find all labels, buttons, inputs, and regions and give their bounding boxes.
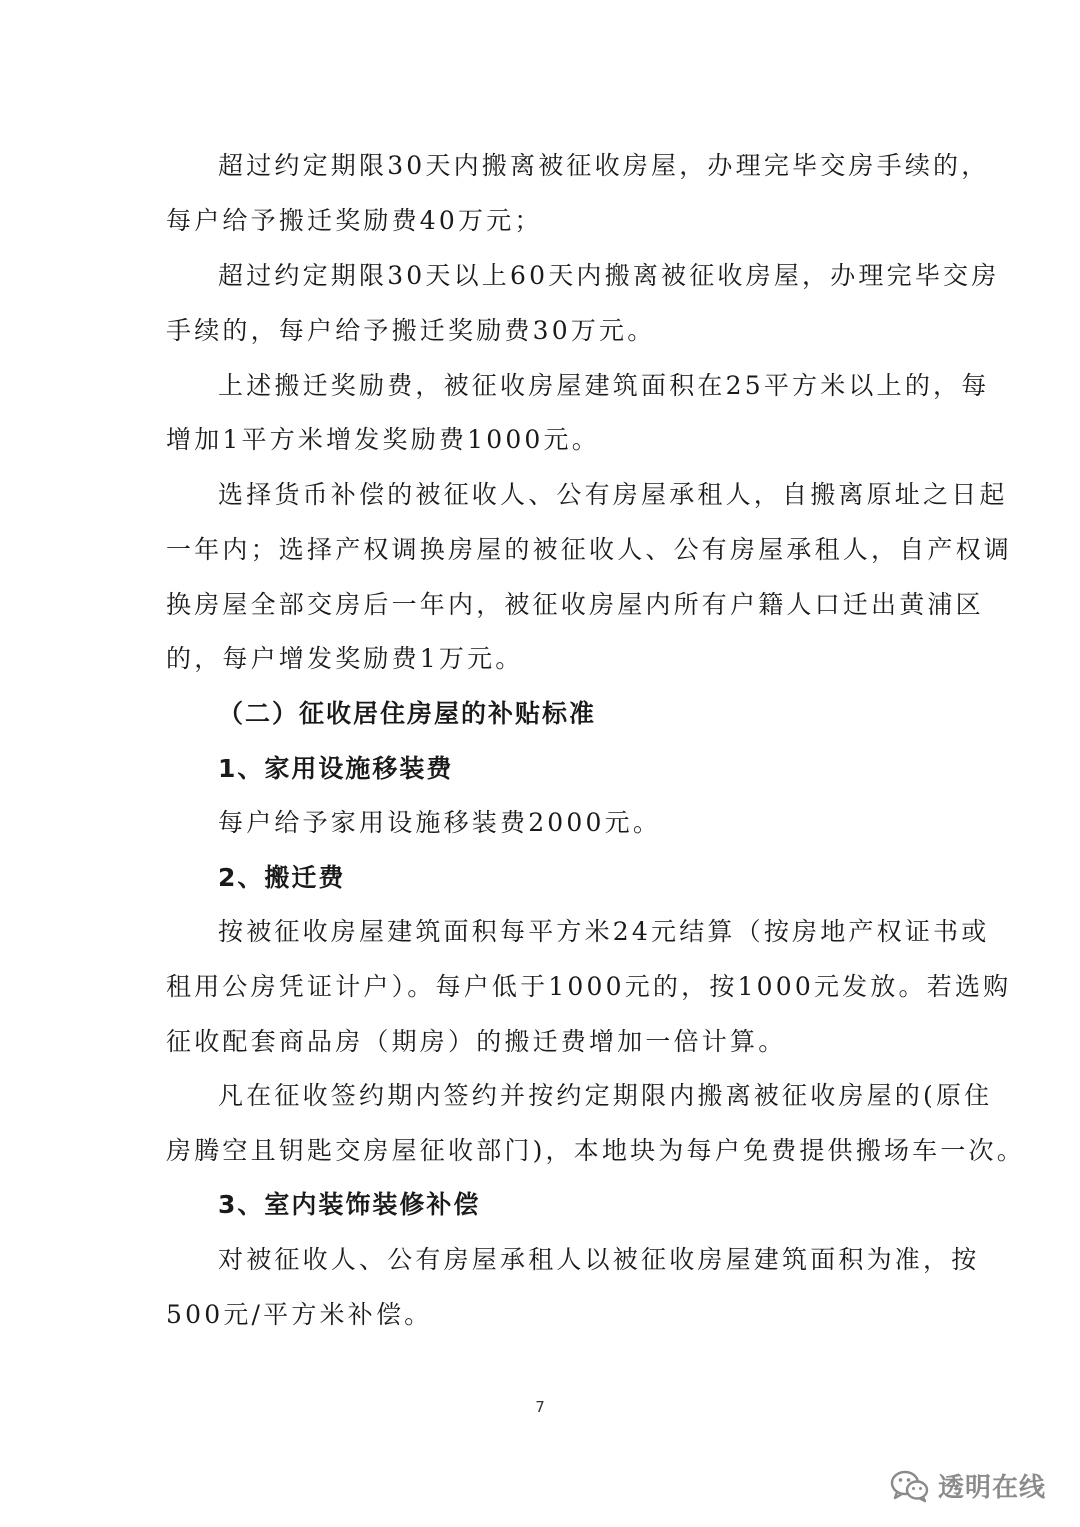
subsection-heading: 2、搬迁费 — [218, 863, 346, 892]
paragraph-line: 租用公房凭证计户）。每户低于1000元的，按1000元发放。若选购 — [166, 972, 1012, 1001]
paragraph-line: 按被征收房屋建筑面积每平方米24元结算（按房地产权证书或 — [218, 917, 990, 946]
paragraph-line: 凡在征收签约期内签约并按约定期限内搬离被征收房屋的(原住 — [218, 1081, 993, 1110]
wechat-icon — [890, 1469, 930, 1503]
subsection-heading: 1、家用设施移装费 — [218, 754, 454, 783]
paragraph-line: 的，每户增发奖励费1万元。 — [166, 644, 524, 673]
paragraph-line: 上述搬迁奖励费，被征收房屋建筑面积在25平方米以上的，每 — [218, 371, 990, 400]
paragraph-line: 每户给予搬迁奖励费40万元； — [166, 206, 543, 235]
paragraph-line: 换房屋全部交房后一年内，被征收房屋内所有户籍人口迁出黄浦区 — [166, 590, 984, 619]
paragraph-line: 每户给予家用设施移装费2000元。 — [218, 808, 662, 837]
page-number: 7 — [535, 1398, 545, 1416]
paragraph-line: 征收配套商品房（期房）的搬迁费增加一倍计算。 — [166, 1027, 787, 1056]
paragraph-line: 500元/平方米补偿。 — [166, 1300, 433, 1329]
subsection-heading: 3、室内装饰装修补偿 — [218, 1190, 481, 1219]
paragraph-line: 选择货币补偿的被征收人、公有房屋承租人，自搬离原址之日起 — [218, 480, 1008, 509]
paragraph-line: 手续的，每户给予搬迁奖励费30万元。 — [166, 316, 656, 345]
section-heading: （二）征收居住房屋的补贴标准 — [218, 699, 597, 728]
paragraph-line: 增加1平方米增发奖励费1000元。 — [166, 425, 600, 454]
paragraph-line: 超过约定期限30天以上60天内搬离被征收房屋，办理完毕交房 — [218, 261, 1000, 290]
paragraph-line: 房腾空且钥匙交房屋征收部门)，本地块为每户免费提供搬场车一次。 — [166, 1136, 1025, 1165]
paragraph-line: 一年内；选择产权调换房屋的被征收人、公有房屋承租人，自产权调 — [166, 535, 1013, 564]
watermark-text: 透明在线 — [937, 1473, 1046, 1503]
paragraph-line: 对被征收人、公有房屋承租人以被征收房屋建筑面积为准，按 — [218, 1245, 980, 1274]
paragraph-line: 超过约定期限30天内搬离被征收房屋，办理完毕交房手续的， — [218, 151, 990, 180]
watermark — [890, 1467, 1046, 1504]
